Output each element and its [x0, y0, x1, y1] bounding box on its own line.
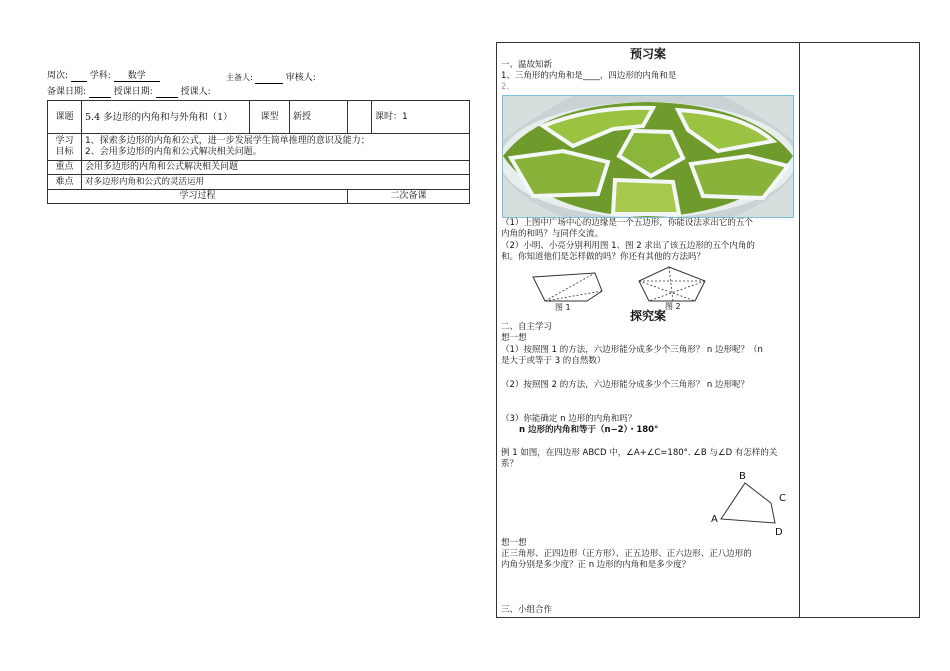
header-line-2: [47, 87, 211, 98]
hours-label: 课时：1: [372, 101, 470, 134]
goal-label-1: 学习: [55, 136, 74, 146]
preview-q2: 2、: [501, 82, 515, 92]
goal-row: [48, 134, 470, 161]
explore-think-1: 想一想: [501, 333, 527, 343]
key-label: 重点: [48, 161, 82, 175]
column-divider: [799, 43, 800, 617]
explore-section-2: 二、自主学习: [501, 322, 553, 332]
goal-label: [48, 134, 82, 161]
preview-p1-b: 内角的和吗？与同伴交流。: [501, 229, 604, 239]
explore-t2-b: 内角分别是多少度？正 n 边形的内角和是多少度？: [501, 560, 691, 570]
teach-date-blank[interactable]: [156, 87, 178, 98]
preparer-label: 主备人:: [226, 73, 253, 82]
reviewer-label: 审核人:: [285, 73, 316, 83]
preview-p1-a: （1）上图中广场中心的边缘是一个五边形，你能设法求出它的五个: [501, 218, 753, 228]
goal-2: 2、会用多边形的内角和公式解决相关问题。: [85, 147, 262, 157]
preview-p2-b: 和。你知道他们是怎样做的吗？你还有其他的方法吗？: [501, 252, 706, 262]
topic-value: 5.4 多边形的内角和与外角和（1）: [82, 101, 250, 134]
week-blank[interactable]: [71, 71, 87, 82]
preview-section-1: 一、温故知新: [501, 60, 553, 70]
vertex-b: B: [739, 471, 746, 482]
prep-date-blank[interactable]: [89, 87, 111, 98]
lesson-info-table: [47, 100, 470, 204]
explore-e1-b: 是大于或等于 3 的自然数）: [501, 356, 606, 366]
goal-label-2: 目标: [55, 147, 74, 157]
explore-example-a: 例 1 如图，在四边形 ABCD 中，∠A+∠C=180°. ∠B 与∠D 有怎样的关: [501, 448, 778, 458]
empty-cell: [348, 101, 372, 134]
explore-section-3: 三、小组合作: [501, 605, 553, 615]
teacher-label: 授课人:: [180, 87, 211, 97]
explore-example-b: 系？: [501, 459, 519, 469]
type-value: 新授: [290, 101, 348, 134]
preparer-blank[interactable]: [255, 73, 283, 84]
goal-1: 1、探索多边形的内角和公式，进一步发展学生简单推理的意识及能力；: [85, 136, 370, 146]
week-label: 周次:: [47, 71, 69, 81]
second-prep-label: 二次备课: [348, 190, 470, 204]
goal-value: [82, 134, 470, 161]
header-line-1b: [226, 72, 316, 84]
explore-t2-a: 正三角形、正四边形（正方形）、正五边形、正六边形、正八边形的: [501, 549, 752, 559]
explore-think-2: 想一想: [501, 538, 527, 548]
explore-e1-a: （1）按照图 1 的方法，六边形能分成多少个三角形？ n 边形呢？（n: [501, 345, 763, 355]
prep-date-label: 备课日期:: [47, 87, 87, 97]
difficulty-label: 难点: [48, 175, 82, 190]
figure-2-label: 图 2: [665, 302, 681, 311]
preview-explore-panel: [496, 42, 920, 618]
difficulty-value: 对多边形内角和公式的灵活运用: [82, 175, 470, 190]
plaza-illustration: [503, 96, 793, 217]
figure-1-label: 图 1: [555, 303, 571, 312]
subject-value: 数学: [114, 71, 160, 82]
preview-q1: 1、三角形的内角和是____，四边形的内角和是: [501, 71, 677, 81]
preview-p2-a: （2）小明、小亮分别利用图 1、图 2 求出了该五边形的五个内角的: [501, 241, 755, 251]
difficulty-row: [48, 175, 470, 190]
subject-label: 学科:: [89, 71, 111, 81]
header-line-1: [47, 71, 160, 82]
explore-formula: n 边形的内角和等于（n−2）・180°: [519, 425, 659, 435]
process-row: [48, 190, 470, 204]
preview-title: 预习案: [629, 47, 666, 61]
vertex-d: D: [775, 527, 783, 538]
vertex-c: C: [779, 493, 786, 504]
teach-date-label: 授课日期:: [113, 87, 153, 97]
explore-e2: （2）按照图 2 的方法，六边形能分成多少个三角形？ n 边形呢？: [501, 380, 750, 390]
vertex-a: A: [711, 514, 718, 525]
type-label: 课型: [250, 101, 290, 134]
explore-title: 探究案: [629, 309, 666, 323]
topic-label: 课题: [48, 101, 82, 134]
figure-1-pentagon: [531, 269, 603, 303]
key-value: 会用多边形的内角和公式解决相关问题: [82, 161, 470, 175]
plaza-photo: [502, 95, 794, 218]
key-row: [48, 161, 470, 175]
explore-e3: （3）你能确定 n 边形的内角和吗？: [501, 414, 637, 424]
topic-row: [48, 101, 470, 134]
process-label: 学习过程: [48, 190, 348, 204]
figure-2-pentagon: [637, 265, 707, 305]
